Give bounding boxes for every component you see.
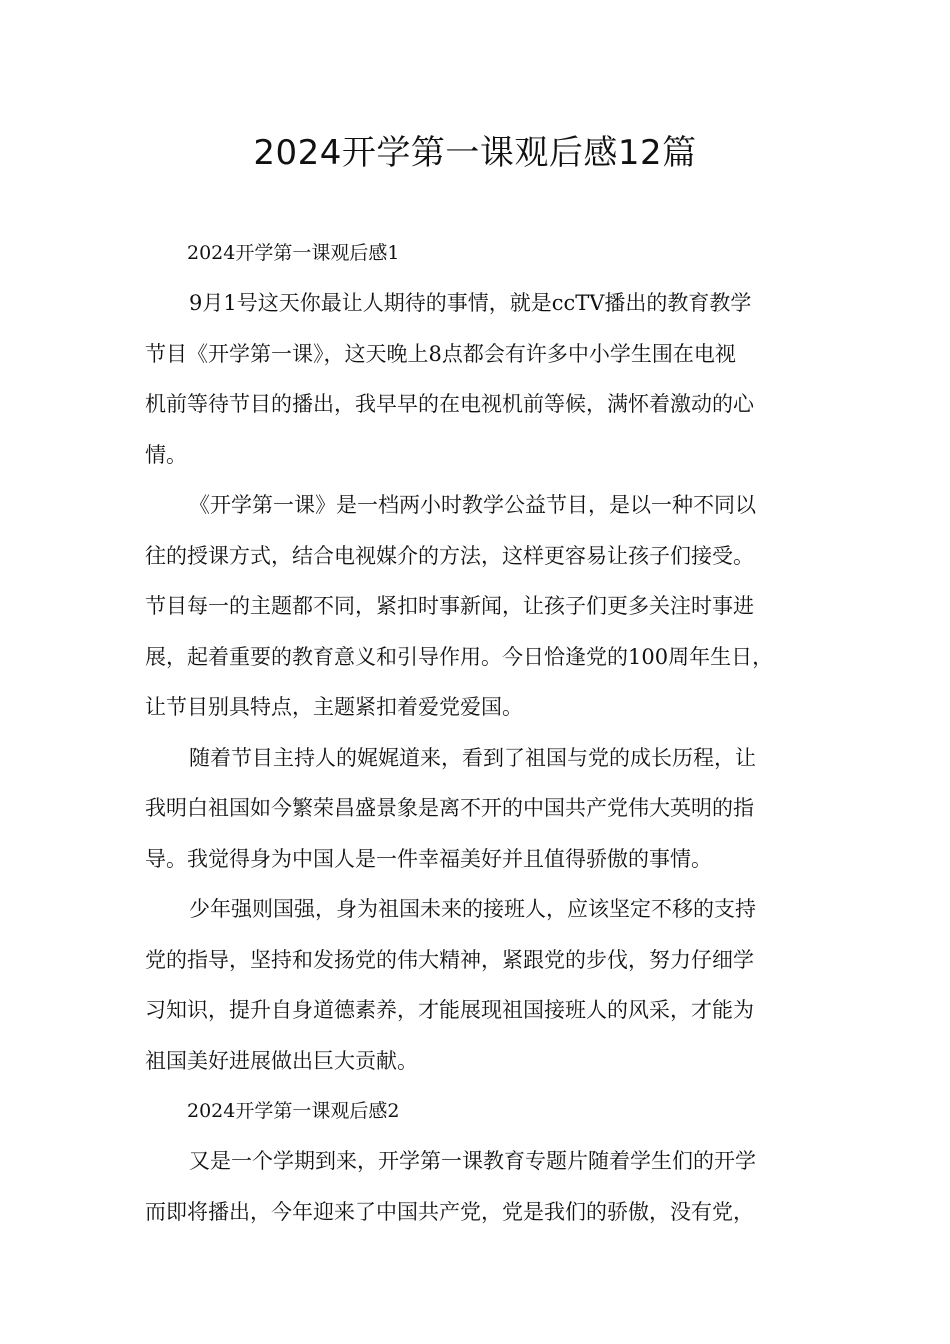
- text-line: 而即将播出，今年迎来了中国共产党，党是我们的骄傲，没有党，: [145, 1199, 754, 1224]
- section-heading: 2024开学第一课观后感1: [187, 242, 400, 264]
- text-line: 又是一个学期到来，开学第一课教育专题片随着学生们的开学: [189, 1149, 756, 1173]
- text-line: 导。我觉得身为中国人是一件幸福美好并且值得骄傲的事情。: [145, 846, 712, 871]
- text-line: 节目《开学第一课》，这天晚上8点都会有许多中小学生围在电视: [145, 341, 736, 366]
- document-body: [145, 228, 810, 1237]
- text-line: 往的授课方式，结合电视媒介的方法，这样更容易让孩子们接受。: [145, 543, 754, 568]
- text-line: 节目每一的主题都不同，紧扣时事新闻，让孩子们更多关注时事进: [145, 594, 754, 618]
- text-line: 机前等待节目的播出，我早早的在电视机前等候，满怀着激动的心: [145, 392, 754, 416]
- text-line: 祖国美好进展做出巨大贡献。: [145, 1048, 418, 1073]
- section-heading: 2024开学第一课观后感2: [187, 1100, 400, 1122]
- text-line: 让节目别具特点，主题紧扣着爱党爱国。: [145, 695, 523, 719]
- text-line: 随着节目主持人的娓娓道来，看到了祖国与党的成长历程，让: [189, 745, 756, 770]
- paragraph: [145, 480, 810, 733]
- paragraph: [145, 884, 810, 1086]
- text-line: 9月1号这天你最让人期待的事情，就是ccTV播出的教育教学: [189, 291, 752, 315]
- text-line: 情。: [145, 442, 187, 467]
- paragraph: [145, 1136, 810, 1237]
- paragraph: [145, 278, 810, 480]
- text-line: 少年强则国强，身为祖国未来的接班人，应该坚定不移的支持: [189, 897, 756, 921]
- text-line: 习知识，提升自身道德素养，才能展现祖国接班人的风采，才能为: [145, 998, 754, 1022]
- text-line: 《开学第一课》是一档两小时教学公益节目，是以一种不同以: [189, 493, 756, 517]
- paragraph: [145, 733, 810, 885]
- text-line: 展，起着重要的教育意义和引导作用。今日恰逢党的100周年生日，: [145, 644, 774, 669]
- document-title: 2024开学第一课观后感12篇: [253, 133, 697, 173]
- text-line: 党的指导，坚持和发扬党的伟大精神，紧跟党的步伐，努力仔细学: [145, 947, 754, 972]
- text-line: 我明白祖国如今繁荣昌盛景象是离不开的中国共产党伟大英明的指: [145, 796, 754, 820]
